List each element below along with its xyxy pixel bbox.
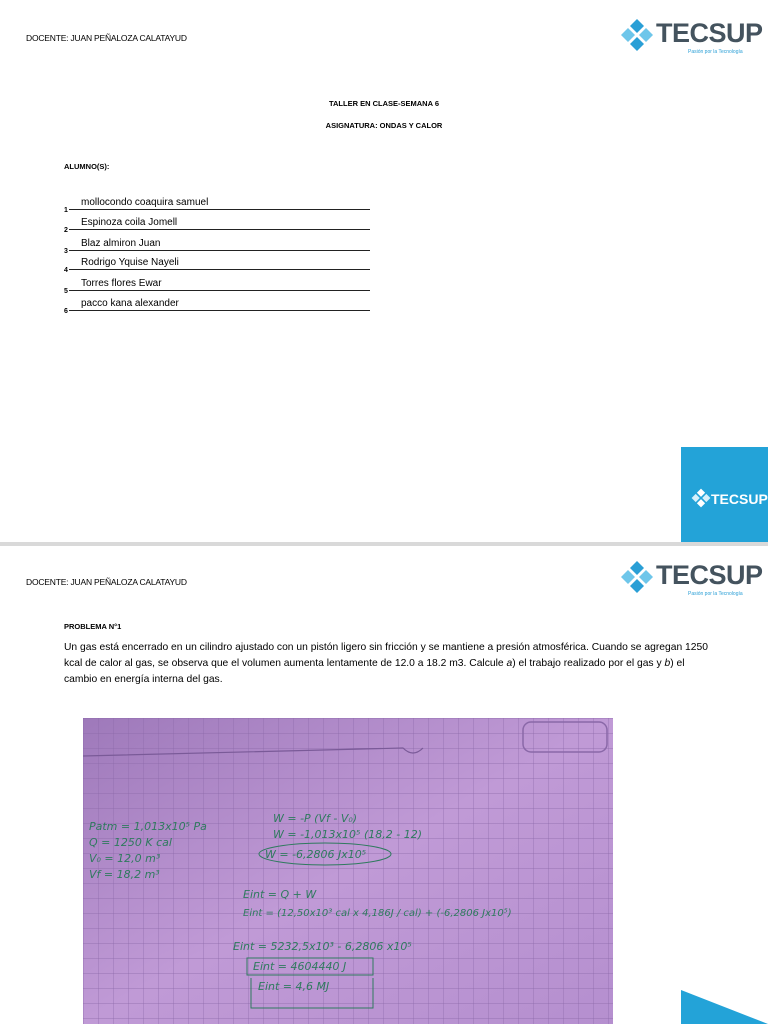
logo-tagline: Pasión por la Tecnología	[688, 591, 743, 597]
tecsup-logo-icon	[620, 18, 654, 52]
brand-footer-block	[681, 447, 768, 542]
logo-wordmark: TECSUP	[656, 560, 763, 590]
handwritten-solution-photo	[83, 718, 613, 1024]
subject-title: ASIGNATURA: ONDAS Y CALOR	[325, 121, 443, 130]
student-name: Blaz almiron Juan	[81, 238, 161, 249]
hw-q: Q = 1250 K cal	[89, 836, 172, 849]
worksheet-title: TALLER EN CLASE-SEMANA 6	[328, 99, 439, 108]
student-number: 2	[64, 227, 68, 234]
problem-part-b: b	[664, 658, 671, 669]
tecsup-logo	[620, 18, 768, 58]
brand-footer-block	[681, 990, 768, 1024]
students-label: ALUMNO(S):	[64, 162, 110, 171]
student-row	[64, 275, 370, 295]
page-2	[0, 546, 768, 1024]
student-number: 4	[64, 267, 68, 274]
student-number: 3	[64, 248, 68, 255]
hw-w3: W = -6,2806 Jx10⁵	[265, 848, 367, 861]
student-line	[69, 290, 370, 291]
hw-e5: Eint = 4,6 MJ	[258, 980, 330, 993]
student-number: 6	[64, 308, 68, 315]
student-name: Torres flores Ewar	[81, 278, 162, 289]
hw-e4: Eint = 4604440 J	[253, 960, 347, 973]
hw-w2: W = -1,013x10⁵ (18,2 - 12)	[273, 828, 422, 841]
tecsup-small-logo-icon	[691, 488, 711, 508]
hw-e1: Eint = Q + W	[243, 888, 317, 901]
tecsup-logo	[620, 560, 768, 600]
student-name: mollocondo coaquira samuel	[81, 197, 209, 208]
student-number: 1	[64, 207, 68, 214]
student-name: pacco kana alexander	[81, 298, 179, 309]
student-name: Espinoza coila Jomell	[81, 217, 178, 228]
hw-w1: W = -P (Vf - V₀)	[273, 812, 358, 825]
tecsup-logo-icon	[620, 560, 654, 594]
small-logo-wordmark: TECSUP	[711, 491, 768, 507]
hw-e2: Eint = (12,50x10³ cal x 4,186J / cal) + (-6,2806 Jx10⁵)	[243, 908, 512, 919]
student-row	[64, 194, 370, 214]
logo-wordmark: TECSUP	[656, 18, 763, 48]
hw-patm: Patm = 1,013x10⁵ Pa	[89, 820, 207, 833]
student-row	[64, 295, 370, 315]
problem-text-part: Un gas está encerrado en un cilindro ajustado con un pistón ligero sin fricción y se mantiene a presión atmosférica. Cuando se agregan 1250 kcal de calor al gas, se observa que el volumen aumenta lentamente de 12.0 a 18.2 m3. Calcule	[64, 642, 708, 669]
student-line	[69, 250, 370, 251]
docente-header: DOCENTE: JUAN PEÑALOZA CALATAYUD	[26, 577, 187, 587]
student-number: 5	[64, 288, 68, 295]
student-line	[69, 269, 370, 270]
problem-part-a: a	[506, 658, 513, 669]
student-line	[69, 310, 370, 311]
problem-statement	[64, 640, 714, 688]
student-row	[64, 254, 370, 274]
hw-e3: Eint = 5232,5x10³ - 6,2806 x10⁵	[233, 940, 412, 953]
student-line	[69, 229, 370, 230]
student-name: Rodrigo Yquise Nayeli	[81, 257, 179, 268]
hw-vf: Vf = 18,2 m³	[89, 868, 160, 881]
problem-title: PROBLEMA N°1	[64, 622, 122, 631]
student-row	[64, 214, 370, 234]
student-row	[64, 235, 370, 255]
student-line	[69, 209, 370, 210]
problem-text-part: ) el cambio en energía interna del gas.	[64, 658, 685, 685]
problem-text-part: ) el trabajo realizado por el gas y	[512, 658, 665, 669]
docente-header: DOCENTE: JUAN PEÑALOZA CALATAYUD	[26, 33, 187, 43]
logo-tagline: Pasión por la Tecnología	[688, 49, 743, 55]
hw-v0: V₀ = 12,0 m³	[89, 852, 161, 865]
